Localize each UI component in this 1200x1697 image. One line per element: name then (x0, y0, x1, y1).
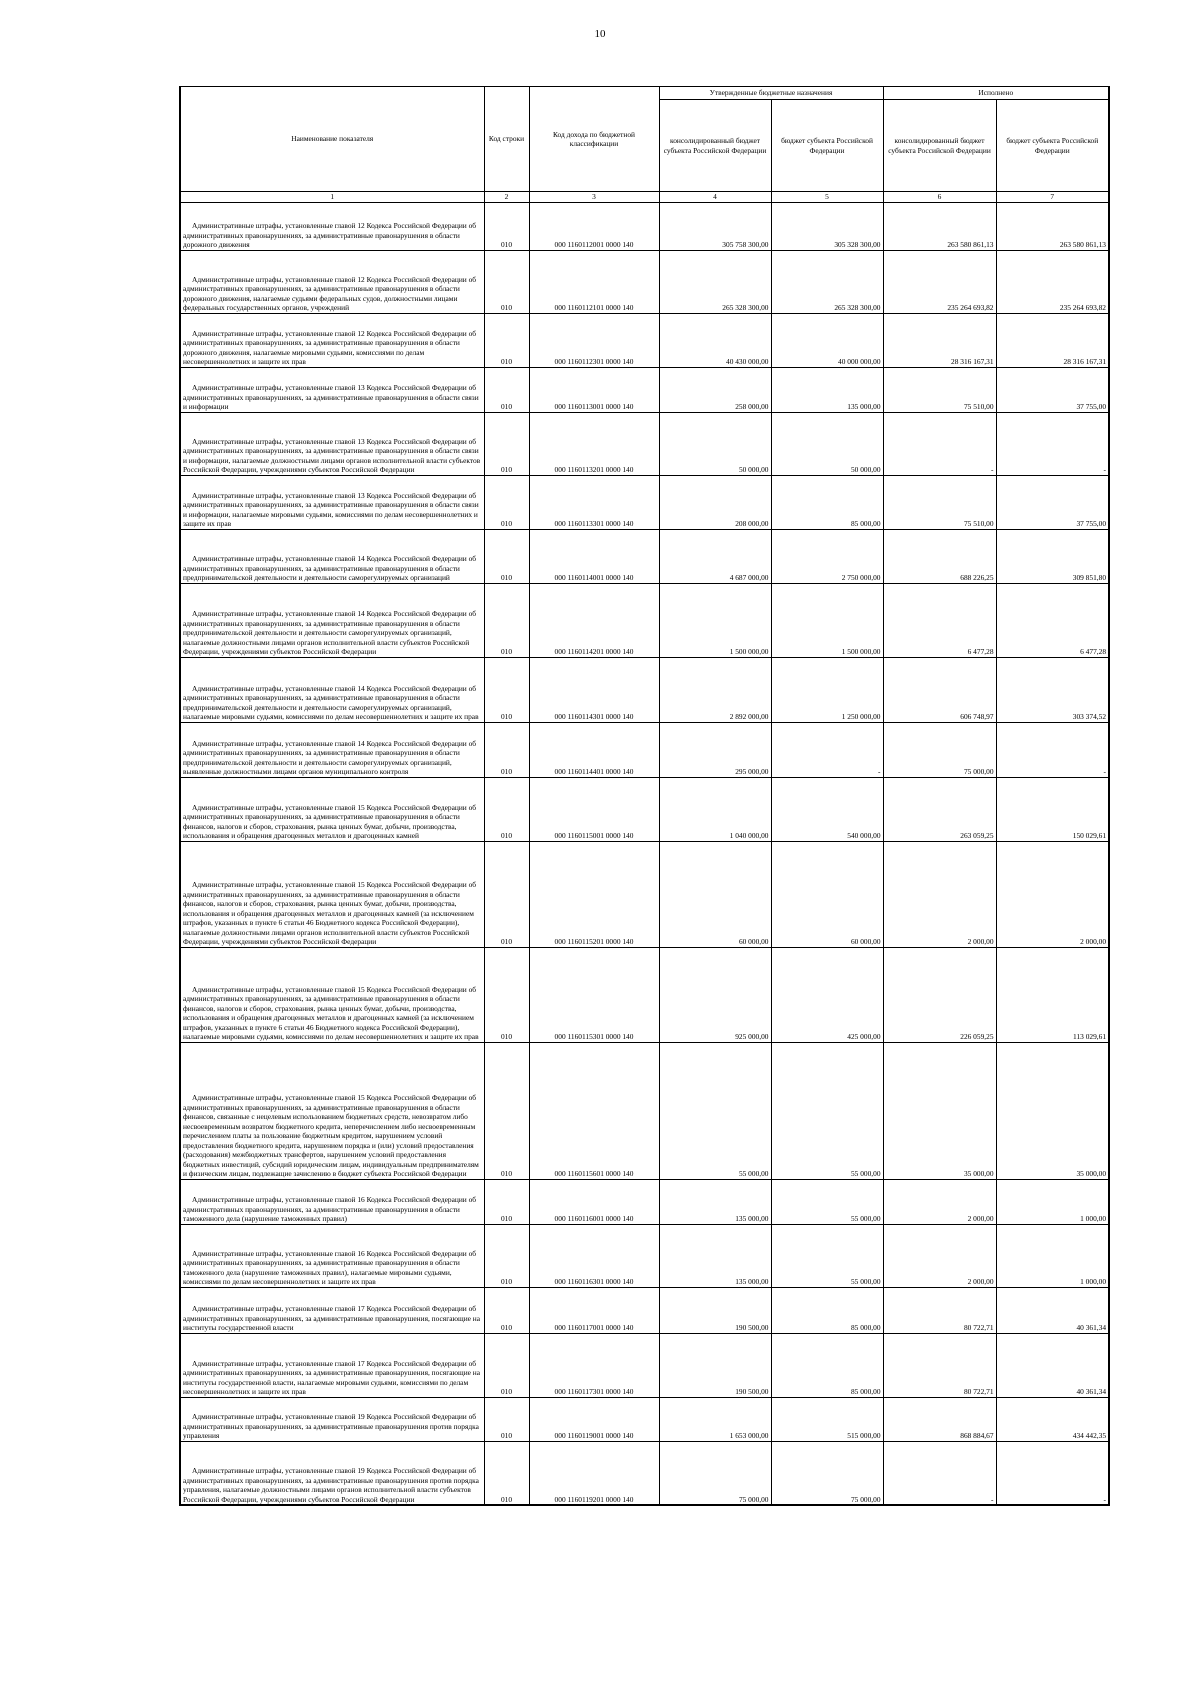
executed-subject-value: 6 477,28 (996, 583, 1109, 657)
row-kbk: 000 1160112001 0000 140 (529, 202, 659, 250)
approved-subject-value: 85 000,00 (771, 1287, 883, 1333)
row-code: 010 (484, 202, 529, 250)
approved-consolidated-value: 190 500,00 (659, 1287, 771, 1333)
row-kbk: 000 1160114201 0000 140 (529, 583, 659, 657)
row-name: Административные штрафы, установленные главой 17 Кодекса Российской Федерации об административных правонарушениях, за административные правонарушения, посягающие на институты государственной власти, налагаемые мировыми судьями, комиссиями по делам несовершеннолетних и защите их прав (180, 1333, 484, 1397)
row-name: Административные штрафы, установленные главой 15 Кодекса Российской Федерации об административных правонарушениях, за административные правонарушения в области финансов, налогов и сборов, страхования, рынка ценных бумаг, добычи, производства, использования и обращения драгоценных металлов и драгоценных камней (180, 777, 484, 841)
row-name: Административные штрафы, установленные главой 14 Кодекса Российской Федерации об административных правонарушениях, за административные правонарушения в области предпринимательской деятельности и деятельности саморегулируемых организаций, налагаемые мировыми судьями, комиссиями по делам несовершеннолетних и защите их прав (180, 657, 484, 722)
header-group-executed: Исполнено (883, 87, 1109, 100)
table-row (180, 657, 1109, 722)
approved-consolidated-value: 208 000,00 (659, 475, 771, 529)
row-code: 010 (484, 841, 529, 947)
row-code: 010 (484, 777, 529, 841)
executed-consolidated-value: 235 264 693,82 (883, 250, 996, 313)
executed-consolidated-value: - (883, 1441, 996, 1505)
row-code: 010 (484, 947, 529, 1042)
approved-subject-value: 515 000,00 (771, 1397, 883, 1441)
table-row (180, 947, 1109, 1042)
column-number: 5 (771, 192, 883, 203)
row-name: Административные штрафы, установленные главой 16 Кодекса Российской Федерации об административных правонарушениях, за административные правонарушения в области таможенного дела (нарушение таможенных правил) (180, 1179, 484, 1224)
table-row (180, 777, 1109, 841)
row-kbk: 000 1160117301 0000 140 (529, 1333, 659, 1397)
approved-subject-value: 75 000,00 (771, 1441, 883, 1505)
executed-consolidated-value: 2 000,00 (883, 841, 996, 947)
approved-subject-value: 1 250 000,00 (771, 657, 883, 722)
row-name: Административные штрафы, установленные главой 16 Кодекса Российской Федерации об административных правонарушениях, за административные правонарушения в области таможенного дела (нарушение таможенных правил), налагаемые мировыми судьями, комиссиями по делам несовершеннолетних и защите их прав (180, 1224, 484, 1287)
row-kbk: 000 1160117001 0000 140 (529, 1287, 659, 1333)
executed-subject-value: 40 361,34 (996, 1333, 1109, 1397)
table-row (180, 841, 1109, 947)
row-name: Административные штрафы, установленные главой 12 Кодекса Российской Федерации об административных правонарушениях, за административные правонарушения в области дорожного движения, налагаемые судьями федеральных судов, должностными лицами федеральных государственных органов, учреждений (180, 250, 484, 313)
row-code: 010 (484, 1179, 529, 1224)
approved-consolidated-value: 925 000,00 (659, 947, 771, 1042)
table-row (180, 1179, 1109, 1224)
executed-subject-value: 2 000,00 (996, 841, 1109, 947)
header-name: Наименование показателя (180, 87, 484, 192)
approved-subject-value: 425 000,00 (771, 947, 883, 1042)
page-number: 10 (594, 28, 606, 40)
table-row (180, 1397, 1109, 1441)
approved-subject-value: 305 328 300,00 (771, 202, 883, 250)
executed-consolidated-value: 35 000,00 (883, 1042, 996, 1179)
approved-consolidated-value: 305 758 300,00 (659, 202, 771, 250)
executed-subject-value: 235 264 693,82 (996, 250, 1109, 313)
row-name: Административные штрафы, установленные главой 19 Кодекса Российской Федерации об административных правонарушениях, за административные правонарушения против порядка управления (180, 1397, 484, 1441)
executed-subject-value: 150 029,61 (996, 777, 1109, 841)
executed-subject-value: 263 580 861,13 (996, 202, 1109, 250)
table-row (180, 475, 1109, 529)
column-number: 6 (883, 192, 996, 203)
header-kbk: Код дохода по бюджетной классификации (529, 87, 659, 192)
approved-consolidated-value: 1 040 000,00 (659, 777, 771, 841)
header-executed-consolidated: консолидированный бюджет субъекта Российской Федерации (883, 100, 996, 192)
row-kbk: 000 1160112101 0000 140 (529, 250, 659, 313)
header-executed-subject: бюджет субъекта Российской Федерации (996, 100, 1109, 192)
approved-subject-value: 135 000,00 (771, 367, 883, 412)
row-code: 010 (484, 1441, 529, 1505)
executed-consolidated-value: 263 059,25 (883, 777, 996, 841)
approved-subject-value: 50 000,00 (771, 412, 883, 475)
executed-consolidated-value: 75 510,00 (883, 475, 996, 529)
row-name: Административные штрафы, установленные главой 15 Кодекса Российской Федерации об административных правонарушениях, за административные правонарушения в области финансов, связанные с нецелевым использованием бюджетных средств, невозвратом либо несвоевременным возвратом бюджетного кредита, неперечислением либо несвоевременным перечислением платы за пользование бюджетным кредитом, нарушением условий предоставления бюджетного кредита, нарушением порядка и (или) условий предоставления (расходования) межбюджетных трансфертов, нарушением условий предоставления бюджетных инвестиций, субсидий юридическим лицам, индивидуальным предпринимателям и физическим лицам, подлежащие зачислению в бюджет субъекта Российской Федерации (180, 1042, 484, 1179)
approved-subject-value: 60 000,00 (771, 841, 883, 947)
table-row (180, 1224, 1109, 1287)
table-row (180, 412, 1109, 475)
executed-subject-value: 37 755,00 (996, 475, 1109, 529)
row-name: Административные штрафы, установленные главой 14 Кодекса Российской Федерации об административных правонарушениях, за административные правонарушения в области предпринимательской деятельности и деятельности саморегулируемых организаций, налагаемые должностными лицами органов исполнительной власти субъектов Российской Федерации, учреждениями субъектов Российской Федерации (180, 583, 484, 657)
row-code: 010 (484, 657, 529, 722)
row-code: 010 (484, 1224, 529, 1287)
row-code: 010 (484, 722, 529, 777)
approved-subject-value: 2 750 000,00 (771, 529, 883, 583)
row-name: Административные штрафы, установленные главой 12 Кодекса Российской Федерации об административных правонарушениях, за административные правонарушения в области дорожного движения, налагаемые мировыми судьями, комиссиями по делам несовершеннолетних и защите их прав (180, 313, 484, 367)
row-code: 010 (484, 250, 529, 313)
row-name: Административные штрафы, установленные главой 12 Кодекса Российской Федерации об административных правонарушениях, за административные правонарушения в области дорожного движения (180, 202, 484, 250)
row-code: 010 (484, 475, 529, 529)
row-code: 010 (484, 313, 529, 367)
row-name: Административные штрафы, установленные главой 13 Кодекса Российской Федерации об административных правонарушениях, за административные правонарушения в области связи и информации (180, 367, 484, 412)
approved-consolidated-value: 258 000,00 (659, 367, 771, 412)
table-row (180, 583, 1109, 657)
approved-consolidated-value: 190 500,00 (659, 1333, 771, 1397)
approved-consolidated-value: 265 328 300,00 (659, 250, 771, 313)
row-code: 010 (484, 1333, 529, 1397)
row-kbk: 000 1160114401 0000 140 (529, 722, 659, 777)
executed-subject-value: - (996, 1441, 1109, 1505)
table-row (180, 1333, 1109, 1397)
row-kbk: 000 1160114301 0000 140 (529, 657, 659, 722)
row-name: Административные штрафы, установленные главой 13 Кодекса Российской Федерации об административных правонарушениях, за административные правонарушения в области связи и информации, налагаемые должностными лицами органов исполнительной власти субъектов Российской Федерации, учреждениями субъектов Российской Федерации (180, 412, 484, 475)
column-number: 1 (180, 192, 484, 203)
table-row (180, 367, 1109, 412)
row-name: Административные штрафы, установленные главой 15 Кодекса Российской Федерации об административных правонарушениях, за административные правонарушения в области финансов, налогов и сборов, страхования, рынка ценных бумаг, добычи, производства, использования и обращения драгоценных металлов и драгоценных камней (за исключением штрафов, указанных в пункте 6 статьи 46 Бюджетного кодекса Российской Федерации), налагаемые должностными лицами органов исполнительной власти субъектов Российской Федерации, учреждениями субъектов Российской Федерации (180, 841, 484, 947)
row-code: 010 (484, 412, 529, 475)
row-name: Административные штрафы, установленные главой 19 Кодекса Российской Федерации об административных правонарушениях, за административные правонарушения против порядка управления, налагаемые должностными лицами органов исполнительной власти субъектов Российской Федерации, учреждениями субъектов Российской Федерации (180, 1441, 484, 1505)
table-row (180, 1441, 1109, 1505)
approved-subject-value: 85 000,00 (771, 475, 883, 529)
executed-subject-value: 1 000,00 (996, 1179, 1109, 1224)
column-number: 7 (996, 192, 1109, 203)
table-row (180, 1042, 1109, 1179)
budget-revenue-table (179, 86, 1110, 1506)
row-code: 010 (484, 1042, 529, 1179)
row-kbk: 000 1160115001 0000 140 (529, 777, 659, 841)
table-row (180, 529, 1109, 583)
header-approved-subject: бюджет субъекта Российской Федерации (771, 100, 883, 192)
header-code: Код строки (484, 87, 529, 192)
executed-consolidated-value: 606 748,97 (883, 657, 996, 722)
executed-consolidated-value: 6 477,28 (883, 583, 996, 657)
table-body (180, 202, 1109, 1505)
executed-consolidated-value: 80 722,71 (883, 1287, 996, 1333)
row-kbk: 000 1160113201 0000 140 (529, 412, 659, 475)
approved-consolidated-value: 55 000,00 (659, 1042, 771, 1179)
executed-consolidated-value: 226 059,25 (883, 947, 996, 1042)
approved-subject-value: 55 000,00 (771, 1042, 883, 1179)
approved-consolidated-value: 75 000,00 (659, 1441, 771, 1505)
column-number: 3 (529, 192, 659, 203)
executed-consolidated-value: 688 226,25 (883, 529, 996, 583)
header-group-approved: Утвержденные бюджетные назначения (659, 87, 883, 100)
executed-consolidated-value: 28 316 167,31 (883, 313, 996, 367)
executed-consolidated-value: 263 580 861,13 (883, 202, 996, 250)
approved-consolidated-value: 60 000,00 (659, 841, 771, 947)
executed-subject-value: 40 361,34 (996, 1287, 1109, 1333)
table-row (180, 1287, 1109, 1333)
row-code: 010 (484, 1287, 529, 1333)
executed-consolidated-value: 868 884,67 (883, 1397, 996, 1441)
approved-subject-value: - (771, 722, 883, 777)
table-row (180, 202, 1109, 250)
executed-consolidated-value: 75 000,00 (883, 722, 996, 777)
row-name: Административные штрафы, установленные главой 14 Кодекса Российской Федерации об административных правонарушениях, за административные правонарушения в области предпринимательской деятельности и деятельности саморегулируемых организаций, выявленные должностными лицами органов муниципального контроля (180, 722, 484, 777)
executed-subject-value: - (996, 412, 1109, 475)
table-row (180, 250, 1109, 313)
approved-subject-value: 55 000,00 (771, 1224, 883, 1287)
approved-consolidated-value: 135 000,00 (659, 1179, 771, 1224)
executed-consolidated-value: 75 510,00 (883, 367, 996, 412)
row-code: 010 (484, 529, 529, 583)
row-kbk: 000 1160116301 0000 140 (529, 1224, 659, 1287)
approved-consolidated-value: 40 430 000,00 (659, 313, 771, 367)
executed-subject-value: 1 000,00 (996, 1224, 1109, 1287)
approved-consolidated-value: 135 000,00 (659, 1224, 771, 1287)
approved-consolidated-value: 1 653 000,00 (659, 1397, 771, 1441)
row-name: Административные штрафы, установленные главой 14 Кодекса Российской Федерации об административных правонарушениях, за административные правонарушения в области предпринимательской деятельности и деятельности саморегулируемых организаций (180, 529, 484, 583)
executed-consolidated-value: 2 000,00 (883, 1179, 996, 1224)
row-name: Административные штрафы, установленные главой 17 Кодекса Российской Федерации об административных правонарушениях, за административные правонарушения, посягающие на институты государственной власти (180, 1287, 484, 1333)
executed-consolidated-value: - (883, 412, 996, 475)
executed-consolidated-value: 2 000,00 (883, 1224, 996, 1287)
executed-subject-value: 113 029,61 (996, 947, 1109, 1042)
executed-consolidated-value: 80 722,71 (883, 1333, 996, 1397)
executed-subject-value: - (996, 722, 1109, 777)
executed-subject-value: 309 851,80 (996, 529, 1109, 583)
approved-consolidated-value: 1 500 000,00 (659, 583, 771, 657)
executed-subject-value: 35 000,00 (996, 1042, 1109, 1179)
row-kbk: 000 1160115301 0000 140 (529, 947, 659, 1042)
approved-subject-value: 265 328 300,00 (771, 250, 883, 313)
approved-consolidated-value: 4 687 000,00 (659, 529, 771, 583)
row-kbk: 000 1160119001 0000 140 (529, 1397, 659, 1441)
row-code: 010 (484, 1397, 529, 1441)
table-row (180, 722, 1109, 777)
row-kbk: 000 1160112301 0000 140 (529, 313, 659, 367)
approved-consolidated-value: 2 892 000,00 (659, 657, 771, 722)
row-kbk: 000 1160115201 0000 140 (529, 841, 659, 947)
row-kbk: 000 1160119201 0000 140 (529, 1441, 659, 1505)
executed-subject-value: 28 316 167,31 (996, 313, 1109, 367)
executed-subject-value: 303 374,52 (996, 657, 1109, 722)
header-approved-consolidated: консолидированный бюджет субъекта Российской Федерации (659, 100, 771, 192)
row-name: Административные штрафы, установленные главой 15 Кодекса Российской Федерации об административных правонарушениях, за административные правонарушения в области финансов, налогов и сборов, страхования, рынка ценных бумаг, добычи, производства, использования и обращения драгоценных металлов и драгоценных камней (за исключением штрафов, указанных в пункте 6 статьи 46 Бюджетного кодекса Российской Федерации), налагаемые мировыми судьями, комиссиями по делам несовершеннолетних и защите их прав (180, 947, 484, 1042)
row-name: Административные штрафы, установленные главой 13 Кодекса Российской Федерации об административных правонарушениях, за административные правонарушения в области связи и информации, налагаемые мировыми судьями, комиссиями по делам несовершеннолетних и защите их прав (180, 475, 484, 529)
column-number: 2 (484, 192, 529, 203)
approved-consolidated-value: 295 000,00 (659, 722, 771, 777)
table-row (180, 313, 1109, 367)
approved-subject-value: 55 000,00 (771, 1179, 883, 1224)
row-kbk: 000 1160116001 0000 140 (529, 1179, 659, 1224)
approved-subject-value: 40 000 000,00 (771, 313, 883, 367)
row-code: 010 (484, 367, 529, 412)
row-kbk: 000 1160115601 0000 140 (529, 1042, 659, 1179)
approved-subject-value: 540 000,00 (771, 777, 883, 841)
row-kbk: 000 1160113001 0000 140 (529, 367, 659, 412)
column-number: 4 (659, 192, 771, 203)
executed-subject-value: 434 442,35 (996, 1397, 1109, 1441)
row-kbk: 000 1160113301 0000 140 (529, 475, 659, 529)
row-kbk: 000 1160114001 0000 140 (529, 529, 659, 583)
executed-subject-value: 37 755,00 (996, 367, 1109, 412)
approved-subject-value: 1 500 000,00 (771, 583, 883, 657)
approved-subject-value: 85 000,00 (771, 1333, 883, 1397)
row-code: 010 (484, 583, 529, 657)
approved-consolidated-value: 50 000,00 (659, 412, 771, 475)
